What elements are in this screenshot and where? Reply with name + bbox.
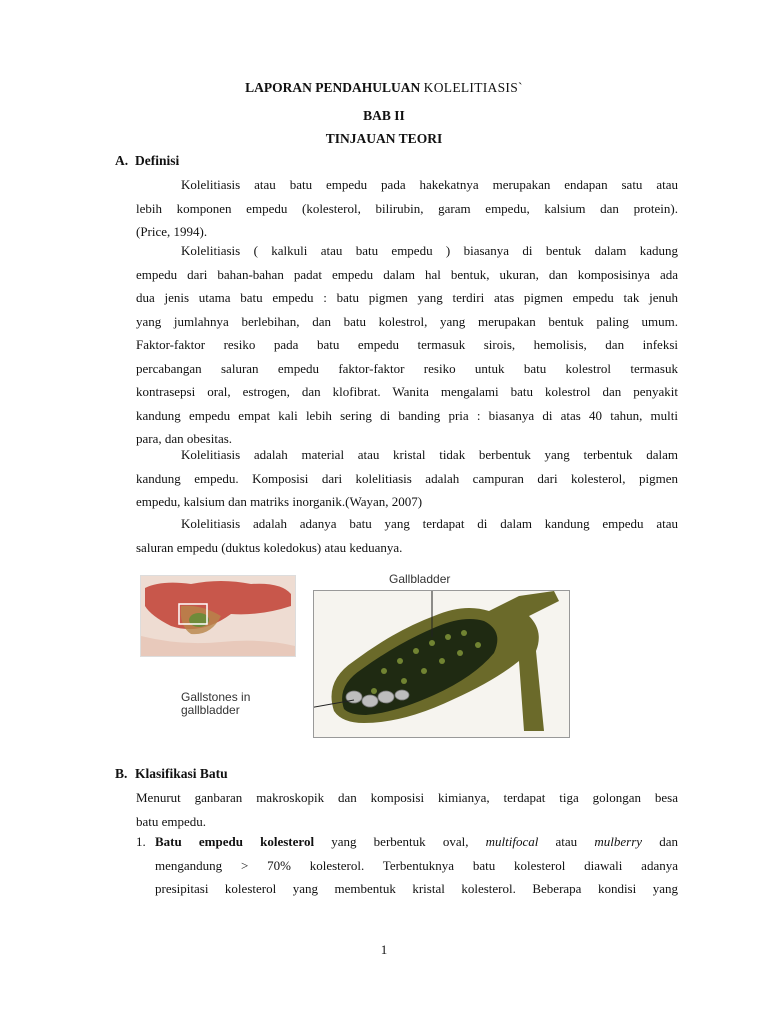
text-line: Menurut ganbaran makroskopik dan komposisi kimianya, terdapat tiga golongan besa (136, 790, 678, 805)
text-line: Kolelitiasis atau batu empedu pada hakekatnya merupakan endapan satu atau (181, 177, 678, 192)
text-line: Kolelitiasis adalah material atau kristal tidak berbentuk yang terbentuk dalam (181, 447, 678, 462)
text-fragment: yang berbentuk oval, (314, 834, 486, 849)
text-fragment: dan (642, 834, 678, 849)
paragraph-definition-4 (136, 512, 678, 559)
text-line: presipitasi kolesterol yang membentuk kristal kolesterol. Beberapa kondisi yang (155, 881, 678, 896)
report-title (0, 80, 768, 96)
text-line: kandung empedu empat kali lebih sering di banding pria : biasanya di atas 40 tahun, multi (136, 407, 678, 423)
text-line: yang jumlahnya berlebihan, dan batu kolestrol, yang merupakan bentuk paling umum. (136, 313, 678, 329)
text-line: saluran empedu (duktus koledokus) atau keduanya. (136, 539, 403, 555)
text-fragment: atau (538, 834, 595, 849)
text-line: batu empedu. (136, 813, 207, 829)
paragraph-definition-2 (136, 239, 678, 451)
text-line: kontrasepsi oral, estrogen, dan klofibrat. Wanita mengalami batu kolestrol dan penyakit (136, 384, 678, 399)
section-b-heading (115, 766, 228, 782)
gallstones-label (181, 691, 250, 717)
liver-anatomy-image (140, 575, 296, 657)
section-b-title: Klasifikasi Batu (135, 766, 228, 781)
text-line: (Price, 1994). (136, 224, 208, 239)
text-line: para, dan obesitas. (136, 431, 233, 446)
list-number: 1. (136, 834, 146, 849)
list-item-cholesterol-stones (136, 830, 678, 901)
text-line: Kolelitiasis adalah adanya batu yang terdapat di dalam kandung empedu atau (181, 516, 678, 531)
page-number: 1 (380, 942, 388, 957)
text-line: Faktor-faktor resiko pada batu empedu termasuk sirois, hemolisis, dan infeksi (136, 337, 678, 352)
text-line: kandung empedu. Komposisi dari kolelitiasis adalah campuran dari kolesterol, pigmen (136, 470, 678, 486)
term-italic: multifocal (485, 834, 539, 849)
paragraph-classification-intro (136, 786, 678, 833)
section-b-letter: B. (115, 766, 128, 781)
section-a-heading (115, 153, 179, 169)
text-line: empedu dari bahan-bahan padat empedu dalam hal bentuk, ukuran, dan komposisinya ada (136, 266, 678, 282)
paragraph-definition-3 (136, 443, 678, 514)
text-line: dua jenis utama batu empedu : batu pigmen yang terdiri atas pigmen empedu tak jenuh (136, 290, 678, 305)
chapter-title: TINJAUAN TEORI (325, 131, 443, 146)
term-italic: mulberry (594, 834, 643, 849)
chapter-number: BAB II (363, 108, 405, 123)
text-line: empedu, kalsium dan matriks inorganik.(Wayan, 2007) (136, 494, 423, 509)
text-line: mengandung > 70% kolesterol. Terbentuknya batu kolesterol diawali adanya (155, 857, 678, 873)
report-title-plain: KOLELITIASIS` (423, 80, 523, 95)
paragraph-definition-1 (136, 173, 678, 244)
report-title-bold: LAPORAN PENDAHULUAN (245, 80, 424, 95)
gallbladder-label: Gallbladder (389, 572, 451, 586)
section-a-title: Definisi (135, 153, 180, 168)
text-line: Kolelitiasis ( kalkuli atau batu empedu ) biasanya di bentuk dalam kadung (181, 243, 678, 258)
text-line: lebih komponen empedu (kolesterol, bilirubin, garam empedu, kalsium dan protein). (136, 200, 678, 216)
section-a-letter: A. (115, 153, 129, 168)
text-line: percabangan saluran empedu faktor-faktor resiko untuk batu kolestrol termasuk (136, 360, 678, 376)
text-line (155, 830, 678, 854)
gallbladder-image (313, 590, 570, 738)
term-bold: Batu empedu kolesterol (155, 834, 315, 849)
gallstones-label-line-2: gallbladder (181, 703, 240, 717)
gallstones-label-line-1: Gallstones in (181, 690, 251, 704)
